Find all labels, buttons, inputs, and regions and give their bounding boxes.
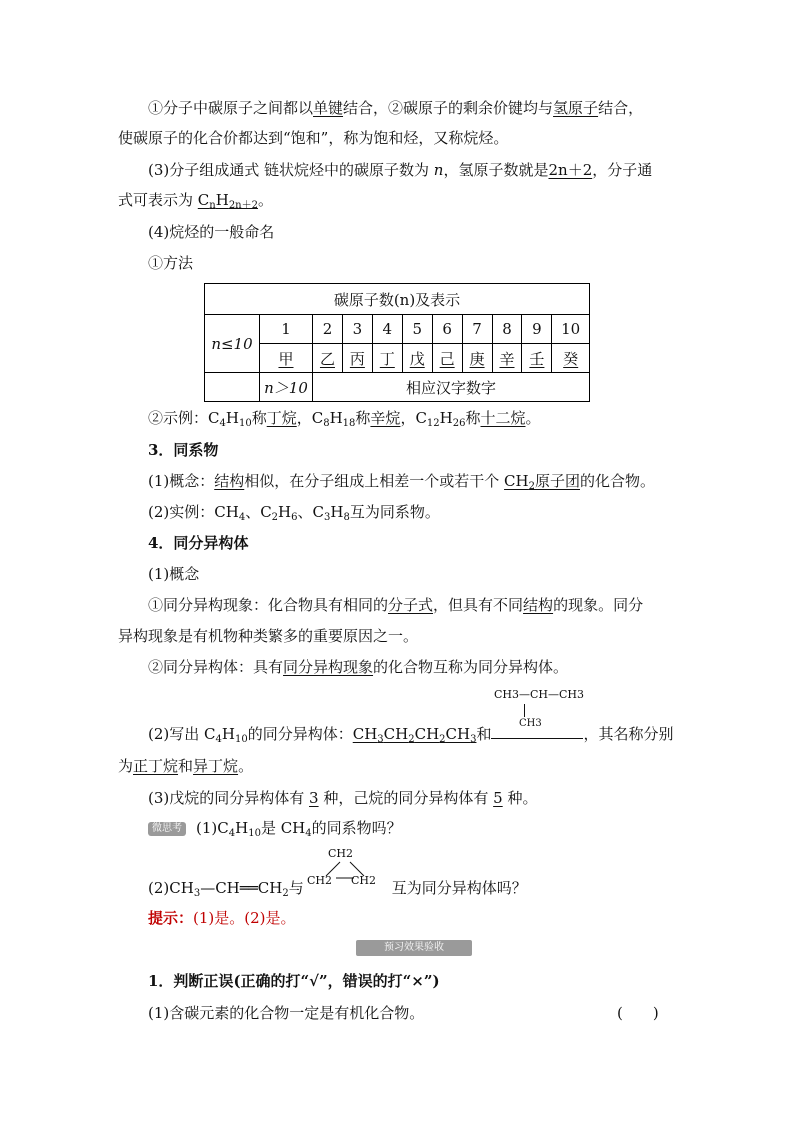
text: ②同分异构体：具有 xyxy=(148,658,284,676)
text: (2)实例：CH xyxy=(148,503,239,521)
num-cell: 9 xyxy=(522,315,552,344)
sub: 4 xyxy=(305,828,312,839)
hint-text: (1)是。(2)是。 xyxy=(193,909,296,927)
text: 。 xyxy=(238,757,254,775)
sub: 8 xyxy=(343,512,350,523)
text: ①同分异构现象：化合物具有相同的 xyxy=(148,596,389,614)
text: H xyxy=(278,503,292,521)
text: ，C xyxy=(400,409,427,427)
isomerism-definition-2: 异构现象是有机物种类繁多的重要原因之一。 xyxy=(118,627,419,645)
char-cell: 丙 xyxy=(342,344,372,373)
num-cell: 5 xyxy=(402,315,432,344)
question-1-item: (1)含碳元素的化合物一定是有机化合物。 xyxy=(148,1004,425,1022)
sub: 10 xyxy=(234,734,248,745)
answer-octane: 辛烷 xyxy=(370,409,401,427)
text: 和 xyxy=(476,725,492,743)
isomerism-definition xyxy=(148,595,643,615)
text: 原子团 xyxy=(534,472,580,490)
text: ，分子通 xyxy=(592,161,653,179)
num-cell: 7 xyxy=(462,315,492,344)
sub: 10 xyxy=(248,828,261,839)
text: ，但具有不同 xyxy=(433,596,524,614)
num-cell: 2 xyxy=(313,315,343,344)
homolog-concept xyxy=(148,471,655,491)
text: 的化合物互称为同分异构体。 xyxy=(373,658,569,676)
answer-ch2: CH xyxy=(504,472,529,490)
isomer-definition xyxy=(148,657,568,677)
row-label-empty xyxy=(205,373,260,402)
char-cell: 癸 xyxy=(552,344,590,373)
char-cell: 戊 xyxy=(402,344,432,373)
text: 称 xyxy=(251,409,267,427)
answer-n-butane-formula: CH xyxy=(352,725,378,743)
table-header: 碳原子数(n)及表示 xyxy=(205,284,590,315)
char-cell: 乙 xyxy=(313,344,343,373)
heading-homologs: 3．同系物 xyxy=(148,441,219,459)
text: CH xyxy=(383,725,409,743)
text: ，C xyxy=(296,409,324,427)
text: 与 xyxy=(288,879,304,897)
sub: 12 xyxy=(426,418,440,429)
heading-naming: (4)烷烃的一般命名 xyxy=(148,223,275,241)
text: ，氢原子数就是 xyxy=(443,161,549,179)
sub: 2 xyxy=(271,512,279,523)
answer-hydrogen: 氢原子 xyxy=(553,99,599,117)
num-cell: 6 xyxy=(432,315,462,344)
para-saturation-1 xyxy=(148,98,643,118)
gt10-value: 相应汉字数字 xyxy=(313,373,590,402)
text: ，其名称分别 xyxy=(583,725,674,743)
text: 称 xyxy=(465,409,481,427)
think-question-1 xyxy=(148,818,402,838)
text: 结合，②碳原子的剩余价键均与 xyxy=(343,99,554,117)
text: —CH══CH xyxy=(200,879,283,897)
sub: 2 xyxy=(528,481,535,492)
num-cell: 3 xyxy=(342,315,372,344)
sub: 2n＋2 xyxy=(228,200,258,211)
char-cell: 己 xyxy=(432,344,462,373)
text: ②示例：C xyxy=(148,409,220,427)
sub: n xyxy=(209,200,216,211)
isomer-names xyxy=(118,756,253,776)
homolog-example xyxy=(148,502,440,522)
answer-isobutane: 异丁烷 xyxy=(193,757,239,775)
sub: 18 xyxy=(342,418,356,429)
sub: 3 xyxy=(470,734,477,745)
text: H xyxy=(329,409,343,427)
answer-dodecane: 十二烷 xyxy=(480,409,526,427)
answer-n-butane: 正丁烷 xyxy=(133,757,179,775)
text: 的现象。同分 xyxy=(553,596,644,614)
text: 。 xyxy=(257,191,273,209)
sub: 2 xyxy=(282,888,289,899)
heading-isomers: 4．同分异构体 xyxy=(148,534,249,552)
sub: 2 xyxy=(439,734,446,745)
char-cell: 壬 xyxy=(522,344,552,373)
text: 、C xyxy=(297,503,324,521)
num-cell: 8 xyxy=(492,315,522,344)
text: 种，己烷的同分异构体有 xyxy=(318,789,494,807)
char-cell: 丁 xyxy=(372,344,402,373)
answer-2n2: 2n＋2 xyxy=(548,161,593,179)
hint-label: 提示： xyxy=(148,909,194,927)
think-badge: 微思考 xyxy=(148,822,186,836)
isomer-concept-heading: (1)概念 xyxy=(148,565,200,583)
answer-structure: 结构 xyxy=(523,596,554,614)
row-label-le10: n≤10 xyxy=(205,315,260,373)
hint-line xyxy=(148,908,296,928)
text: 互为同分异构体吗？ xyxy=(391,879,527,897)
text: CH xyxy=(414,725,440,743)
text: 是 CH xyxy=(260,819,306,837)
text: (1)概念： xyxy=(148,472,215,490)
answer-structure: 结构 xyxy=(214,472,245,490)
answer-molecular-formula: 分子式 xyxy=(388,596,434,614)
write-isomers-line xyxy=(148,724,674,744)
answer-single-bond: 单键 xyxy=(313,99,344,117)
text: ①分子中碳原子之间都以 xyxy=(148,99,314,117)
text: CH xyxy=(445,725,471,743)
text: H xyxy=(235,819,249,837)
text: 。 xyxy=(525,409,541,427)
ring-left: CH2 xyxy=(307,874,333,887)
isobutane-bottom: CH3 xyxy=(519,718,542,729)
char-cell: 庚 xyxy=(462,344,492,373)
text: 的化合物。 xyxy=(580,472,656,490)
answer-paren[interactable]: ( ) xyxy=(617,1004,659,1022)
sub: 4 xyxy=(215,734,222,745)
text: H xyxy=(215,191,229,209)
sub: 2 xyxy=(408,734,415,745)
text: 的同系物吗？ xyxy=(311,819,402,837)
example-line xyxy=(148,408,541,428)
sub: 4 xyxy=(219,418,226,429)
text: 结合， xyxy=(598,99,644,117)
sub: 4 xyxy=(228,828,236,839)
sub: 4 xyxy=(238,512,246,523)
sub: 6 xyxy=(291,512,298,523)
num-cell: 4 xyxy=(372,315,402,344)
sub: 10 xyxy=(238,418,252,429)
section-header: 预习效果验收 xyxy=(356,940,472,956)
char-cell: 辛 xyxy=(492,344,522,373)
num-cell: 10 xyxy=(552,315,590,344)
num-cell: 1 xyxy=(260,315,313,344)
answer-3: 3 xyxy=(309,789,319,807)
carbon-count-table xyxy=(204,283,590,402)
text: H xyxy=(439,409,453,427)
isobutane-bond xyxy=(524,704,525,717)
sub: 3 xyxy=(324,512,331,523)
question-1-title: 1．判断正误(正确的打“√”，错误的打“×”) xyxy=(148,972,440,990)
char-cell: 甲 xyxy=(260,344,313,373)
sub: 26 xyxy=(452,418,466,429)
ring-right: CH2 xyxy=(351,874,377,887)
text: 称 xyxy=(355,409,371,427)
text: H xyxy=(221,725,235,743)
sub: 3 xyxy=(193,888,201,899)
para-formula-2 xyxy=(118,190,273,210)
text: (2)CH xyxy=(148,879,194,897)
text: 式可表示为 xyxy=(118,191,198,209)
para-saturation-2: 使碳原子的化合价都达到“饱和”，称为饱和烃，又称烷烃。 xyxy=(118,129,509,147)
text: 种。 xyxy=(502,789,538,807)
sub: 3 xyxy=(377,734,384,745)
answer-5: 5 xyxy=(493,789,503,807)
sub: 8 xyxy=(323,418,330,429)
think-question-2 xyxy=(148,878,527,898)
answer-isomerism: 同分异构现象 xyxy=(283,658,374,676)
text: (3)分子组成通式 链状烷烃中的碳原子数为 xyxy=(148,161,434,179)
isomer-count xyxy=(148,788,537,808)
answer-formula: C xyxy=(197,191,210,209)
row-label-gt10: n＞10 xyxy=(260,373,313,402)
answer-blank xyxy=(491,724,583,739)
text: (2)写出 C xyxy=(148,725,216,743)
text: 相似，在分子组成上相差一个或若干个 xyxy=(244,472,505,490)
text: 的同分异构体： xyxy=(247,725,353,743)
text: 和 xyxy=(178,757,194,775)
text: H xyxy=(330,503,344,521)
para-formula-1 xyxy=(148,160,652,180)
text: (3)戊烷的同分异构体有 xyxy=(148,789,310,807)
text: 为 xyxy=(118,757,134,775)
text: 互为同系物。 xyxy=(349,503,440,521)
heading-method: ①方法 xyxy=(148,254,194,272)
ring-top: CH2 xyxy=(328,847,354,860)
var-n: n xyxy=(433,161,444,179)
isobutane-top: CH3—CH—CH3 xyxy=(494,688,585,701)
text: 、C xyxy=(245,503,272,521)
answer-butane: 丁烷 xyxy=(266,409,297,427)
text: (1)C xyxy=(196,819,229,837)
text: H xyxy=(225,409,239,427)
